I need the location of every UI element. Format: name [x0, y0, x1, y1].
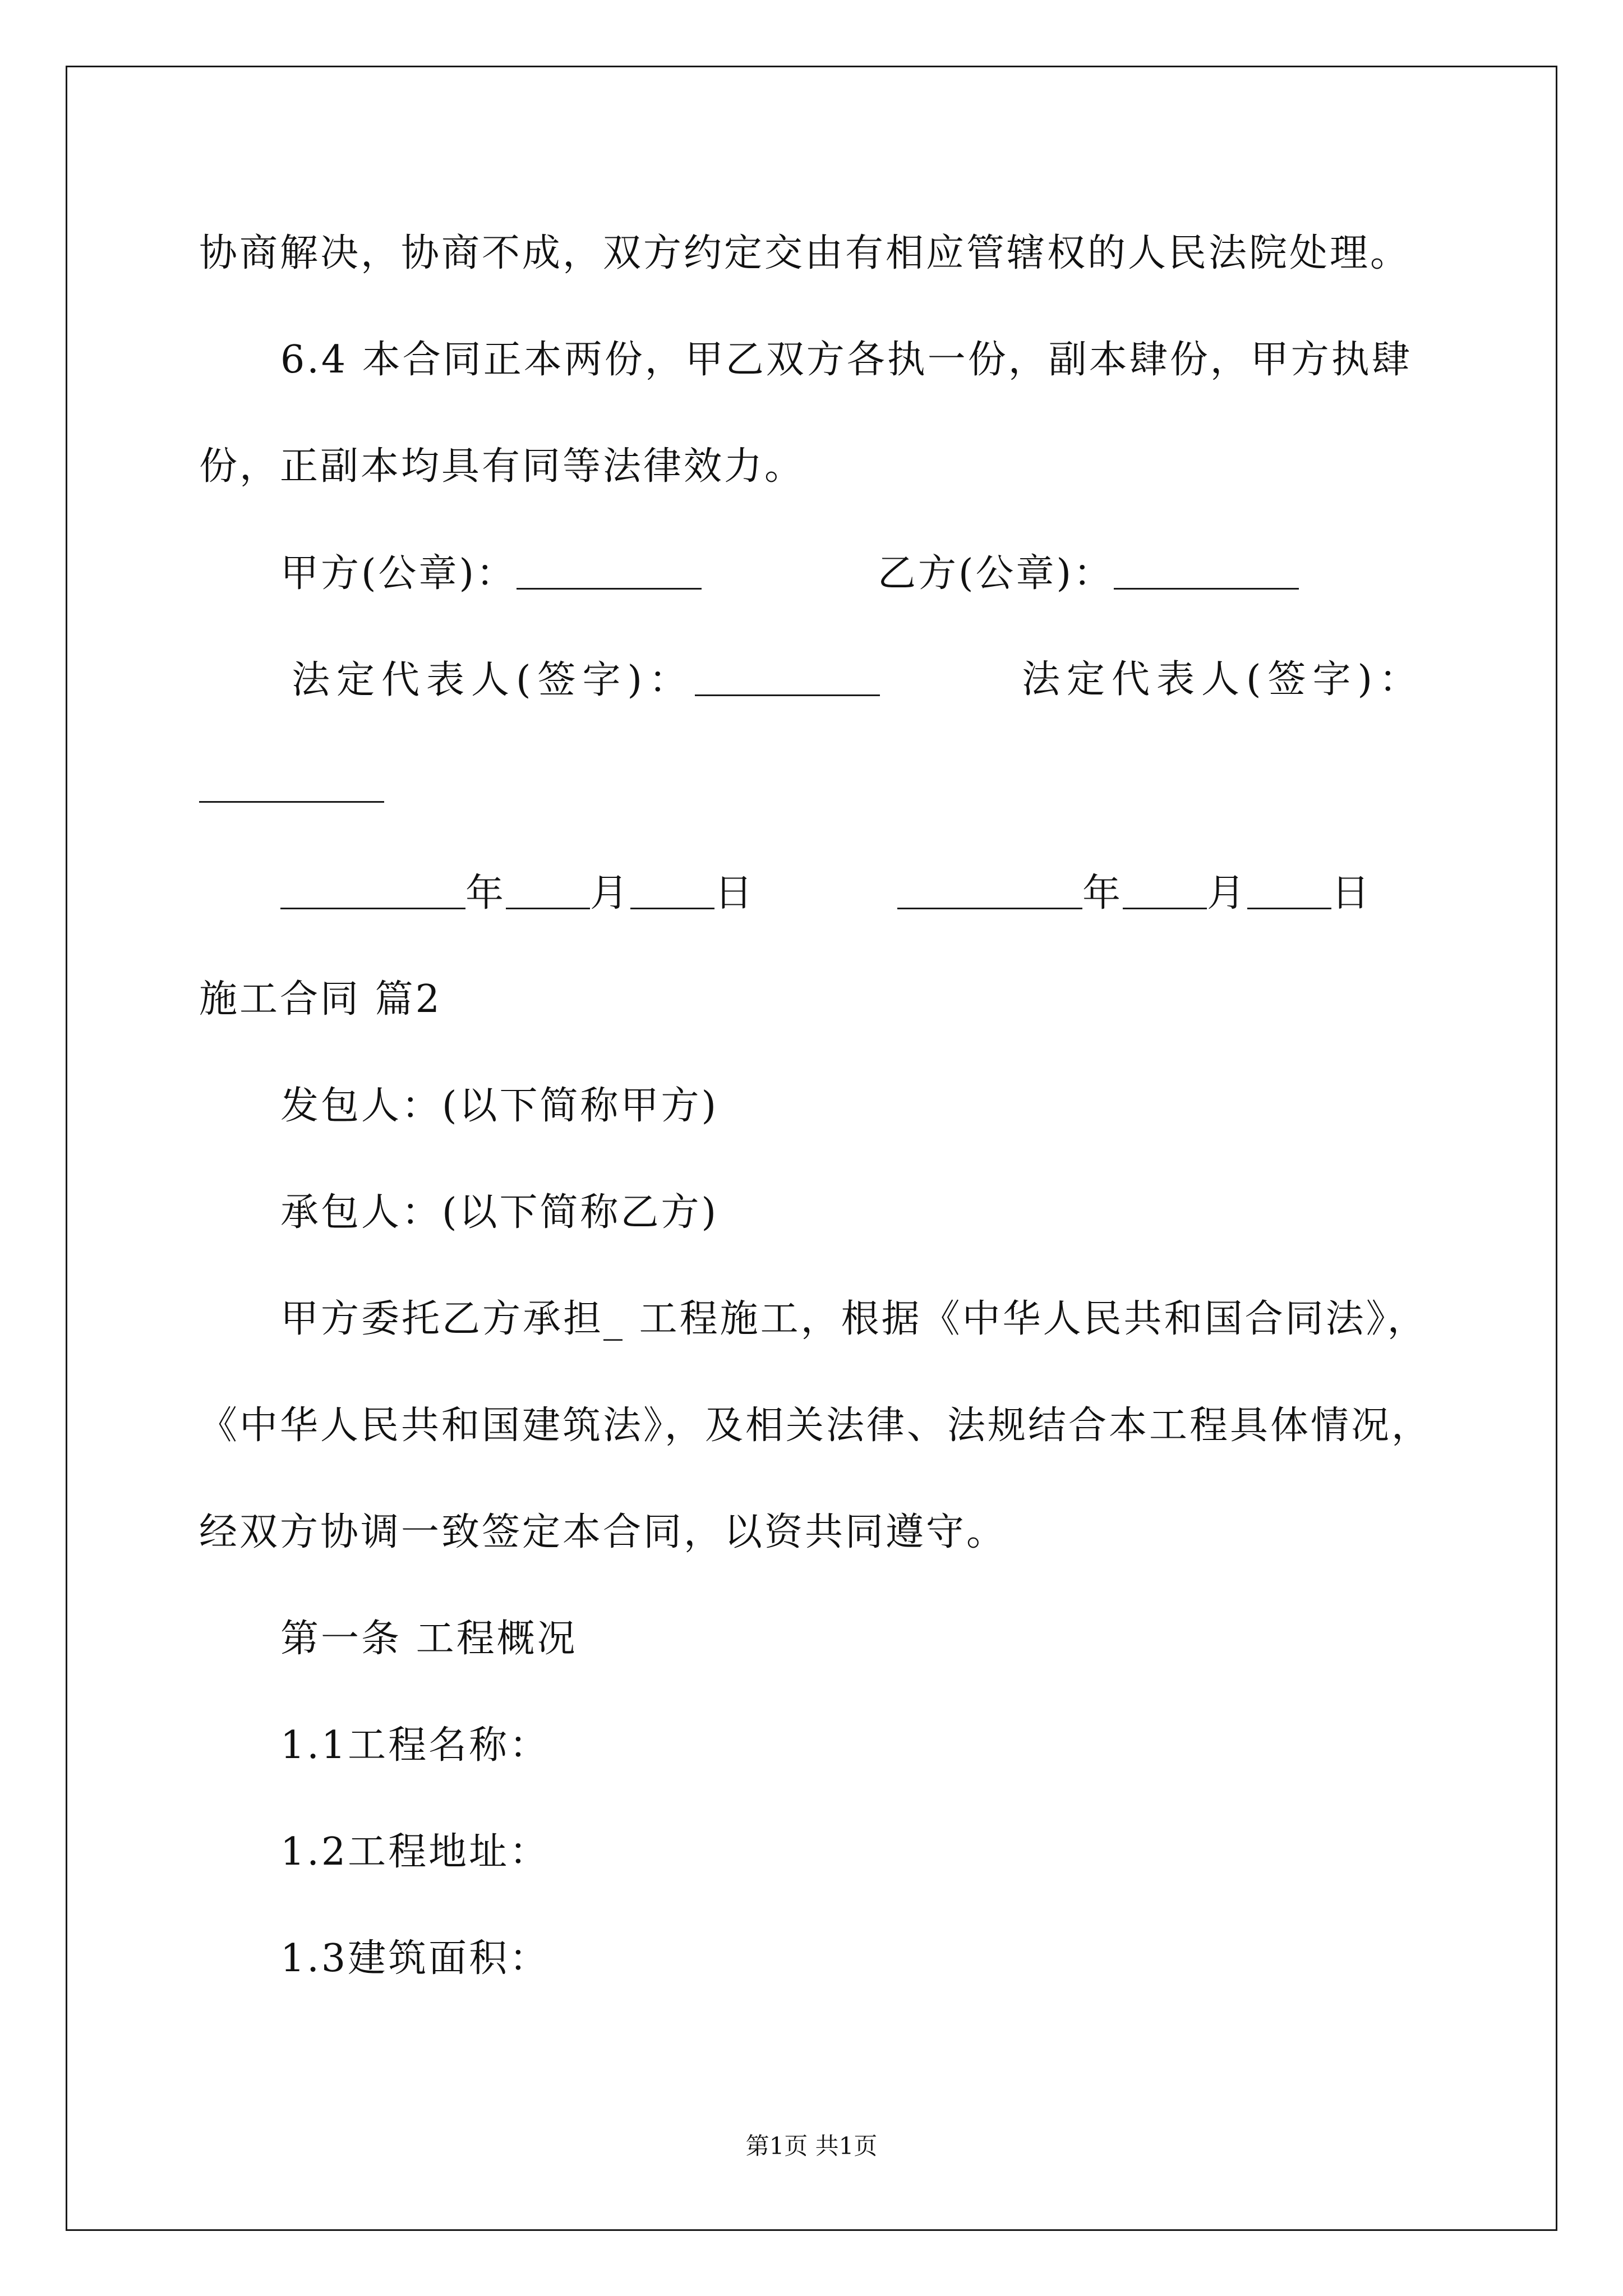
- contractor-line: [280, 1190, 719, 1235]
- party-a-seal-blank: [517, 554, 702, 590]
- month-blank-b: [1123, 874, 1207, 909]
- paragraph-dispute-resolution: [199, 231, 1411, 275]
- month-label-a: 月: [590, 871, 631, 915]
- intro-paragraph-line-2: [199, 1404, 1432, 1448]
- text-line: 份，正副本均具有同等法律效力。: [199, 444, 805, 489]
- text-line: 《中华人民共和国建筑法》，及相关法律、法规结合本工程具体情况，: [199, 1404, 1432, 1448]
- item-text: 1.2工程地址：: [280, 1830, 550, 1874]
- date-row-b: [897, 871, 1372, 915]
- text-line: 甲方委托乙方承担_ 工程施工，根据《中华人民共和国合同法》，: [280, 1297, 1428, 1341]
- paragraph-copies: [280, 338, 1412, 382]
- legal-rep-blank-row-b: [199, 767, 384, 806]
- seal-signature-row: [280, 551, 702, 596]
- text-line: 经双方协调一致签定本合同，以资共同遵守。: [199, 1510, 1007, 1554]
- employer-line: [280, 1084, 719, 1128]
- item-text: 1.3建筑面积：: [280, 1936, 550, 1981]
- party-b-seal-label: 乙方(公章)：: [878, 551, 1114, 596]
- party-a-seal-label: 甲方(公章)：: [280, 551, 517, 596]
- item-text: 1.1工程名称：: [280, 1723, 550, 1768]
- month-label-b: 月: [1207, 871, 1248, 915]
- legal-rep-label-b: 法定代表人(签字)：: [1022, 657, 1424, 702]
- date-row-a: [280, 871, 755, 915]
- section-title: [199, 977, 442, 1022]
- day-blank-b: [1247, 874, 1331, 909]
- item-1-3: [280, 1936, 550, 1981]
- article-1-title: [280, 1617, 578, 1661]
- section-title-text: 施工合同 篇2: [199, 977, 442, 1022]
- legal-rep-label-a: 法定代表人(签字)：: [292, 658, 694, 702]
- year-label-a: 年: [465, 871, 506, 915]
- item-1-1: [280, 1723, 550, 1768]
- page-number: 第1页 共1页: [745, 2132, 878, 2160]
- legal-rep-row-a: [292, 658, 880, 702]
- intro-paragraph-line-1: [280, 1297, 1428, 1341]
- page-border: [66, 66, 1557, 2231]
- year-blank-b: [897, 874, 1082, 909]
- employer-text: 发包人：(以下简称甲方): [280, 1084, 719, 1128]
- party-b-seal-blank: [1114, 554, 1299, 590]
- page-footer: [0, 2134, 1623, 2158]
- legal-rep-blank-a: [695, 661, 880, 696]
- month-blank-a: [506, 874, 590, 909]
- item-1-2: [280, 1830, 550, 1874]
- seal-signature-row-b: [878, 551, 1299, 596]
- year-blank-a: [280, 874, 465, 909]
- day-label-b: 日: [1331, 871, 1372, 915]
- legal-rep-blank-b: [199, 767, 384, 803]
- contractor-text: 承包人：(以下简称乙方): [280, 1190, 719, 1235]
- paragraph-copies-continued: [199, 444, 805, 489]
- legal-rep-row-b: [1022, 657, 1424, 702]
- intro-paragraph-line-3: [199, 1510, 1007, 1554]
- day-label-a: 日: [714, 871, 755, 915]
- article-title-text: 第一条 工程概况: [280, 1617, 578, 1661]
- text-line: 6.4 本合同正本两份，甲乙双方各执一份，副本肆份，甲方执肆: [280, 338, 1412, 382]
- text-line: 协商解决，协商不成，双方约定交由有相应管辖权的人民法院处理。: [199, 231, 1411, 275]
- year-label-b: 年: [1082, 871, 1123, 915]
- day-blank-a: [630, 874, 714, 909]
